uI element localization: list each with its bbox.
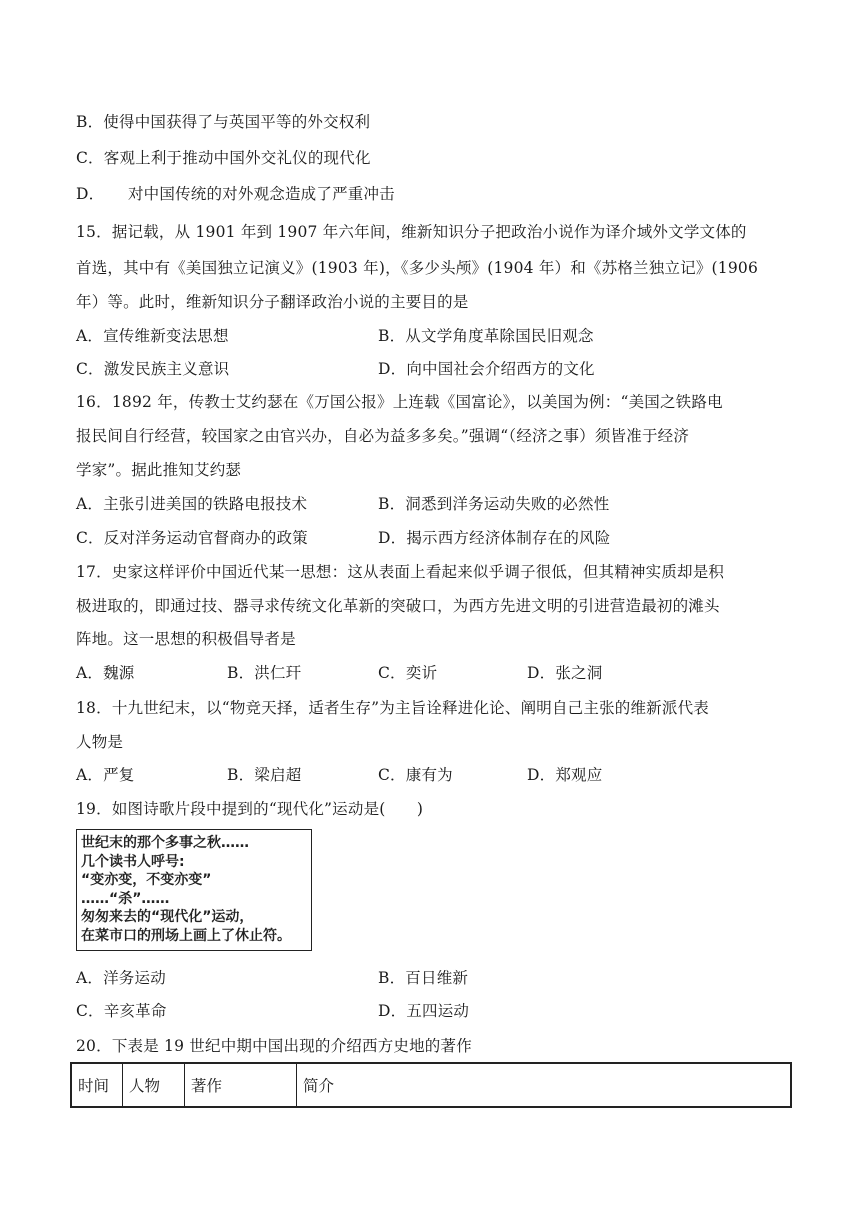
- q19-option-c: C．辛亥革命: [76, 1002, 167, 1020]
- q16-option-a: A．主张引进美国的铁路电报技术: [76, 495, 308, 513]
- q18-option-d: D．郑观应: [527, 766, 603, 784]
- table-header-work: 著作: [185, 1063, 297, 1107]
- q16-option-c: C．反对洋务运动官督商办的政策: [76, 529, 308, 547]
- q15-option-c: C．激发民族主义意识: [76, 360, 230, 378]
- q17-stem-line-1: 17．史家这样评价中国近代某一思想：这从表面上看起来似乎调子很低，但其精神实质却是积: [76, 563, 725, 581]
- q19-option-d: D．五四运动: [378, 1002, 470, 1020]
- q18-option-a: A．严复: [76, 766, 135, 784]
- q18-stem-line-1: 18．十九世纪末，以“物竞天择，适者生存”为主旨诠释进化论、阐明自己主张的维新派代表: [76, 699, 709, 717]
- q17-option-c: C．奕䜣: [378, 664, 438, 682]
- q16-option-d: D．揭示西方经济体制存在的风险: [378, 529, 611, 547]
- q17-stem-line-2: 极进取的，即通过技、器寻求传统文化革新的突破口，为西方先进文明的引进营造最初的滩头: [76, 597, 720, 615]
- q17-stem-line-3: 阵地。这一思想的积极倡导者是: [76, 630, 296, 648]
- poem-line: ……“杀”……: [81, 890, 170, 907]
- q15-stem-line-3: 年）等。此时，维新知识分子翻译政治小说的主要目的是: [76, 293, 469, 311]
- q17-option-b: B．洪仁玕: [227, 664, 302, 682]
- q15-stem-line-2: 首选，其中有《美国独立记演义》(1903 年)，《多少头颅》(1904 年）和《苏格兰独立记》(1906: [76, 259, 759, 277]
- q19-poem-box: [76, 829, 312, 951]
- q15-option-d: D．向中国社会介绍西方的文化: [378, 360, 595, 378]
- q14-option-d: D． 对中国传统的对外观念造成了严重冲击: [76, 185, 395, 203]
- poem-line: 几个读书人呼号:: [81, 853, 185, 870]
- q16-stem-line-3: 学家”。据此推知艾约瑟: [76, 461, 242, 479]
- poem-line: 在菜市口的刑场上画上了休止符。: [81, 927, 291, 944]
- q16-stem-line-2: 报民间自行经营，较国家之由官兴办，自必为益多多矣。”强调“（经济之事）须皆准于经济: [76, 427, 690, 445]
- table-header-person: 人物: [123, 1063, 185, 1107]
- q18-option-b: B．梁启超: [227, 766, 302, 784]
- q16-stem-line-1: 16．1892 年，传教士艾约瑟在《万国公报》上连载《国富论》，以美国为例：“美国之铁路电: [76, 393, 723, 411]
- table-header-row: [71, 1063, 791, 1107]
- q19-stem: 19．如图诗歌片段中提到的“现代化”运动是( ): [76, 800, 424, 818]
- q15-option-a: A．宣传维新变法思想: [76, 327, 229, 345]
- q16-option-b: B．洞悉到洋务运动失败的必然性: [378, 495, 610, 513]
- q19-option-a: A．洋务运动: [76, 969, 166, 987]
- q17-option-d: D．张之洞: [527, 664, 603, 682]
- q18-stem-line-2: 人物是: [76, 733, 124, 751]
- q15-option-b: B．从文学角度革除国民旧观念: [378, 327, 594, 345]
- table-header-time: 时间: [71, 1063, 123, 1107]
- q18-option-c: C．康有为: [378, 766, 453, 784]
- poem-line: 世纪末的那个多事之秋……: [81, 835, 249, 851]
- poem-line: “变亦变，不变亦变”: [81, 872, 212, 889]
- q20-stem: 20．下表是 19 世纪中期中国出现的介绍西方史地的著作: [76, 1037, 472, 1055]
- q15-stem-line-1: 15．据记载，从 1901 年到 1907 年六年间，维新知识分子把政治小说作为译介域外文学文体的: [76, 223, 747, 241]
- q19-option-b: B．百日维新: [378, 969, 469, 987]
- table-header-summary: 简介: [297, 1063, 792, 1107]
- q14-option-b: B．使得中国获得了与英国平等的外交权利: [76, 113, 371, 131]
- q17-option-a: A．魏源: [76, 664, 135, 682]
- poem-line: 匆匆来去的“现代化”运动，: [81, 909, 254, 926]
- q20-table: [70, 1062, 792, 1108]
- q14-option-c: C．客观上利于推动中国外交礼仪的现代化: [76, 149, 371, 167]
